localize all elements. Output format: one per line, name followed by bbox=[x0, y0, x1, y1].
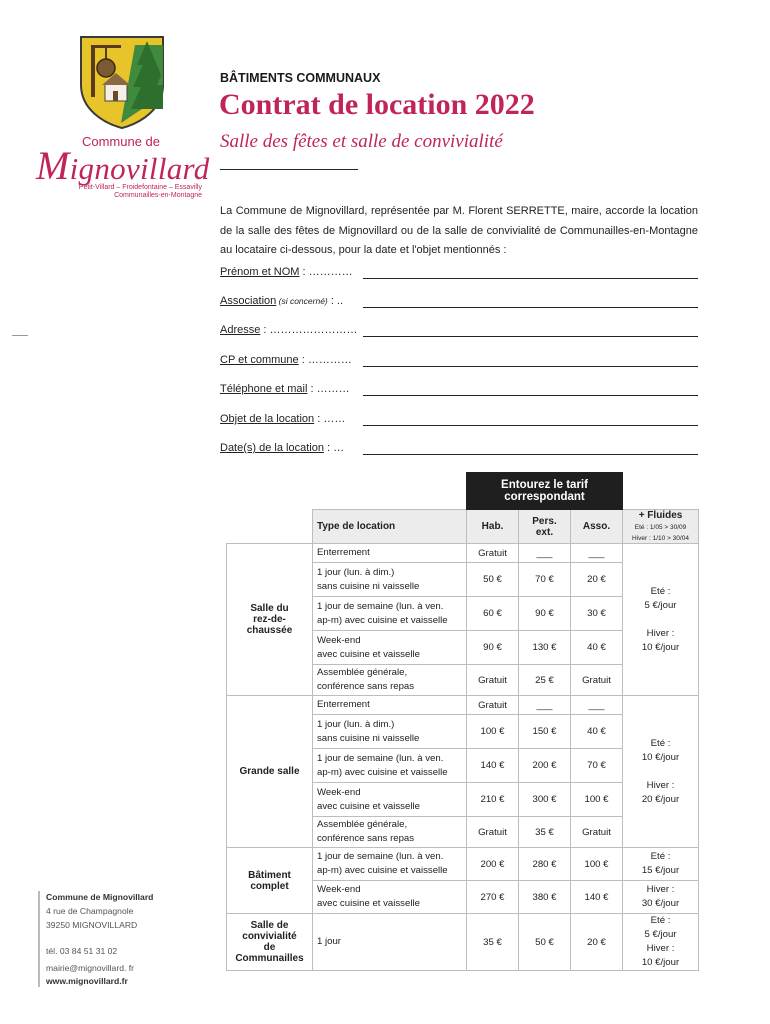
field-telephone-mail[interactable] bbox=[220, 383, 698, 399]
fluides-line: Hiver : bbox=[646, 943, 675, 954]
field-dots: : …………………… bbox=[260, 324, 358, 336]
location-type-line1: 1 jour bbox=[317, 936, 341, 947]
price-asso[interactable]: 70 € bbox=[571, 749, 623, 783]
commune-crest-logo bbox=[77, 35, 167, 130]
field-dots: : ………… bbox=[299, 266, 353, 278]
price-hab[interactable]: 100 € bbox=[467, 715, 519, 749]
location-type-line1: 1 jour (lun. à dim.) bbox=[317, 566, 395, 578]
page-subtitle: Salle des fêtes et salle de convivialité bbox=[220, 131, 503, 152]
margin-fold-mark bbox=[12, 335, 28, 336]
price-pers[interactable]: 90 € bbox=[519, 597, 571, 631]
footer-website[interactable]: www.mignovillard.fr bbox=[46, 976, 128, 986]
location-type bbox=[313, 544, 467, 563]
fill-line[interactable] bbox=[363, 425, 698, 426]
fill-line[interactable] bbox=[363, 336, 698, 337]
price-pers[interactable]: 130 € bbox=[519, 631, 571, 665]
logo-wordmark bbox=[36, 142, 210, 189]
col-type-location: Type de location bbox=[313, 510, 467, 544]
footer-address1: 4 rue de Champagnole bbox=[46, 906, 134, 916]
tarif-row bbox=[227, 544, 699, 563]
price-asso[interactable]: 20 € bbox=[571, 914, 623, 971]
location-type-line2: ap-m) avec cuisine et vaisselle bbox=[317, 865, 448, 876]
location-type-line2: avec cuisine et vaisselle bbox=[317, 648, 420, 660]
fluides-cell bbox=[623, 848, 699, 881]
logo-villages-line1: Petit-Villard – Froidefontaine – Essavilly bbox=[78, 184, 202, 191]
group-name-line: Grande salle bbox=[239, 766, 300, 777]
fluides-line: 20 €/jour bbox=[641, 793, 680, 805]
field-dots: : … bbox=[323, 442, 345, 454]
field-objet[interactable] bbox=[220, 413, 698, 429]
fluides-line: Hiver : bbox=[646, 884, 675, 895]
logo-villages-line2: Communailles-en-Montagne bbox=[114, 192, 202, 199]
price-asso[interactable]: 20 € bbox=[571, 563, 623, 597]
fluides-cell bbox=[623, 696, 699, 848]
location-type-line1: 1 jour de semaine (lun. à ven. bbox=[317, 600, 444, 612]
location-type bbox=[313, 749, 467, 783]
location-type-line2: avec cuisine et vaisselle bbox=[317, 800, 420, 812]
fill-line[interactable] bbox=[363, 278, 698, 279]
location-type bbox=[313, 563, 467, 597]
fluides-cell bbox=[623, 914, 699, 971]
location-type-line1: 1 jour de semaine (lun. à ven. bbox=[317, 851, 444, 862]
field-dots: : ………… bbox=[298, 354, 352, 366]
group-name-line: Salle de bbox=[250, 920, 289, 931]
group-name-line: rez-de- bbox=[253, 614, 286, 625]
location-type-line1: Week-end bbox=[317, 786, 361, 798]
tarif-row bbox=[227, 848, 699, 881]
fluides-line: 10 €/jour bbox=[641, 751, 680, 763]
col-fluides-ete: Eté : 1/05 > 30/09 bbox=[634, 524, 687, 531]
fluides-line: Eté : bbox=[650, 851, 671, 862]
group-name bbox=[227, 696, 313, 848]
price-pers[interactable]: 50 € bbox=[519, 914, 571, 971]
fluides-line: 10 €/jour bbox=[641, 957, 680, 968]
location-type-line2: conférence sans repas bbox=[317, 681, 415, 692]
col-pers-line1: Pers. bbox=[532, 515, 557, 527]
section-kicker: BÂTIMENTS COMMUNAUX bbox=[220, 71, 381, 85]
group-name-line: convivialité bbox=[242, 931, 297, 942]
group-name-line: Communailles bbox=[235, 953, 304, 964]
location-type-line1: Assemblée générale, bbox=[317, 667, 408, 678]
group-name bbox=[227, 848, 313, 914]
location-type-line1: Assemblée générale, bbox=[317, 819, 408, 830]
price-pers[interactable]: 70 € bbox=[519, 563, 571, 597]
price-asso[interactable]: 100 € bbox=[571, 848, 623, 881]
tarif-banner bbox=[467, 473, 623, 510]
price-hab[interactable]: Gratuit bbox=[467, 544, 519, 563]
footer-email[interactable]: mairie@mignovillard. fr bbox=[46, 963, 134, 973]
tarif-table bbox=[226, 472, 700, 971]
tarif-body bbox=[227, 544, 699, 971]
group-name-line: Salle du bbox=[250, 603, 289, 614]
col-fluides bbox=[623, 510, 699, 544]
location-type-line1: Enterrement bbox=[317, 547, 370, 558]
fill-line[interactable] bbox=[363, 366, 698, 367]
price-hab[interactable]: 270 € bbox=[467, 881, 519, 914]
location-type bbox=[313, 848, 467, 881]
price-hab[interactable]: 210 € bbox=[467, 783, 519, 817]
fluides-line: Eté : bbox=[650, 915, 671, 926]
location-type-line1: 1 jour de semaine (lun. à ven. bbox=[317, 752, 444, 764]
price-pers[interactable]: 25 € bbox=[519, 665, 571, 696]
price-hab[interactable]: Gratuit bbox=[467, 696, 519, 715]
field-dots: : …… bbox=[314, 413, 346, 425]
group-name-line: de bbox=[263, 942, 276, 953]
location-type-line2: avec cuisine et vaisselle bbox=[317, 898, 420, 909]
group-name bbox=[227, 914, 313, 971]
price-pers[interactable]: 200 € bbox=[519, 749, 571, 783]
price-hab[interactable]: Gratuit bbox=[467, 817, 519, 848]
footer-rule bbox=[38, 891, 40, 987]
fill-line[interactable] bbox=[363, 454, 698, 455]
col-pers-line2: ext. bbox=[535, 526, 554, 538]
location-type bbox=[313, 881, 467, 914]
location-type bbox=[313, 715, 467, 749]
location-type bbox=[313, 914, 467, 971]
price-asso[interactable]: 40 € bbox=[571, 715, 623, 749]
field-dots: : ……… bbox=[307, 383, 350, 395]
fluides-line: Eté : bbox=[650, 737, 671, 749]
col-asso: Asso. bbox=[571, 510, 623, 544]
price-hab[interactable]: 35 € bbox=[467, 914, 519, 971]
price-asso[interactable]: Gratuit bbox=[571, 817, 623, 848]
intro-paragraph: La Commune de Mignovillard, représentée par M. Florent SERRETTE, maire, accorde la location de la salle des fêtes de Mignovillard ou de la salle de convivialité de Communailles-en-Montagne au locataire ci-dessous, pour la date et l'objet mentionnés : bbox=[220, 205, 698, 256]
location-type bbox=[313, 597, 467, 631]
col-fluides-label: + Fluides bbox=[638, 510, 683, 521]
field-label: Date(s) de la location bbox=[220, 442, 324, 454]
field-label: Téléphone et mail bbox=[220, 383, 308, 395]
field-cp-commune[interactable] bbox=[220, 354, 698, 370]
location-type-line2: conférence sans repas bbox=[317, 833, 415, 844]
col-pers-ext bbox=[519, 510, 571, 544]
col-hab: Hab. bbox=[467, 510, 519, 544]
fluides-line: 10 €/jour bbox=[641, 641, 680, 653]
field-label: Prénom et NOM bbox=[220, 266, 300, 278]
fill-line[interactable] bbox=[363, 307, 698, 308]
group-name-line: chaussée bbox=[246, 625, 293, 636]
field-association[interactable] bbox=[220, 295, 698, 311]
price-asso[interactable]: 40 € bbox=[571, 631, 623, 665]
footer-address2: 39250 MIGNOVILLARD bbox=[46, 920, 138, 930]
field-label: Objet de la location bbox=[220, 413, 315, 425]
field-nom[interactable] bbox=[220, 266, 698, 282]
tarif-row bbox=[227, 914, 699, 971]
location-type-line1: Enterrement bbox=[317, 699, 370, 710]
price-hab[interactable]: 200 € bbox=[467, 848, 519, 881]
field-dots: : .. bbox=[327, 295, 344, 307]
price-pers[interactable]: 280 € bbox=[519, 848, 571, 881]
fluides-cell bbox=[623, 881, 699, 914]
price-asso[interactable]: ___ bbox=[571, 696, 623, 715]
logo-name-rest: ignovillard bbox=[69, 151, 210, 186]
price-hab[interactable]: Gratuit bbox=[467, 665, 519, 696]
price-pers[interactable]: ___ bbox=[519, 696, 571, 715]
price-asso[interactable]: 100 € bbox=[571, 783, 623, 817]
price-asso[interactable]: 30 € bbox=[571, 597, 623, 631]
price-hab[interactable]: 50 € bbox=[467, 563, 519, 597]
location-type bbox=[313, 783, 467, 817]
price-asso[interactable]: ___ bbox=[571, 544, 623, 563]
tarif-row bbox=[227, 696, 699, 715]
location-type bbox=[313, 696, 467, 715]
field-dates[interactable] bbox=[220, 442, 698, 458]
fluides-line: Hiver : bbox=[646, 627, 675, 639]
price-pers[interactable]: 35 € bbox=[519, 817, 571, 848]
price-pers[interactable]: 380 € bbox=[519, 881, 571, 914]
group-name-line: complet bbox=[250, 880, 289, 892]
title-divider bbox=[220, 169, 358, 170]
field-hint: (si concerné) bbox=[276, 296, 328, 306]
fluides-line: 15 €/jour bbox=[641, 865, 680, 876]
price-hab[interactable]: 90 € bbox=[467, 631, 519, 665]
fluides-line: Eté : bbox=[650, 585, 671, 597]
banner-line1: Entourez le tarif bbox=[501, 479, 588, 491]
location-type-line1: Week-end bbox=[317, 884, 361, 895]
footer-phone: tél. 03 84 51 31 02 bbox=[46, 946, 118, 956]
fluides-line: Hiver : bbox=[646, 779, 675, 791]
page-title: Contrat de location 2022 bbox=[219, 88, 535, 121]
location-type-line2: ap-m) avec cuisine et vaisselle bbox=[317, 614, 448, 626]
fluides-line: 5 €/jour bbox=[644, 929, 677, 940]
price-pers[interactable]: 150 € bbox=[519, 715, 571, 749]
location-type-line2: sans cuisine ni vaisselle bbox=[317, 732, 420, 744]
fill-line[interactable] bbox=[363, 395, 698, 396]
location-type bbox=[313, 817, 467, 848]
price-pers[interactable]: 300 € bbox=[519, 783, 571, 817]
price-hab[interactable]: 140 € bbox=[467, 749, 519, 783]
logo-initial: M bbox=[36, 143, 70, 188]
field-label: CP et commune bbox=[220, 354, 299, 366]
price-asso[interactable]: Gratuit bbox=[571, 665, 623, 696]
field-label: Adresse bbox=[220, 324, 261, 336]
location-type-line2: sans cuisine ni vaisselle bbox=[317, 580, 420, 592]
location-type-line1: 1 jour (lun. à dim.) bbox=[317, 718, 395, 730]
logo-commune-de: Commune de bbox=[81, 134, 160, 149]
group-name bbox=[227, 544, 313, 696]
price-pers[interactable]: ___ bbox=[519, 544, 571, 563]
location-type bbox=[313, 665, 467, 696]
field-adresse[interactable] bbox=[220, 324, 698, 340]
price-hab[interactable]: 60 € bbox=[467, 597, 519, 631]
location-type bbox=[313, 631, 467, 665]
location-type-line1: Week-end bbox=[317, 634, 361, 646]
fluides-line: 30 €/jour bbox=[641, 898, 680, 909]
field-label: Association bbox=[220, 295, 277, 307]
group-name-line: Bâtiment bbox=[248, 869, 291, 881]
fluides-cell bbox=[623, 544, 699, 696]
price-asso[interactable]: 140 € bbox=[571, 881, 623, 914]
banner-line2: correspondant bbox=[504, 491, 585, 503]
location-type-line2: ap-m) avec cuisine et vaisselle bbox=[317, 766, 448, 778]
footer-name: Commune de Mignovillard bbox=[46, 892, 154, 902]
col-fluides-hiver: Hiver : 1/10 > 30/04 bbox=[632, 535, 689, 542]
fluides-line: 5 €/jour bbox=[644, 599, 677, 611]
